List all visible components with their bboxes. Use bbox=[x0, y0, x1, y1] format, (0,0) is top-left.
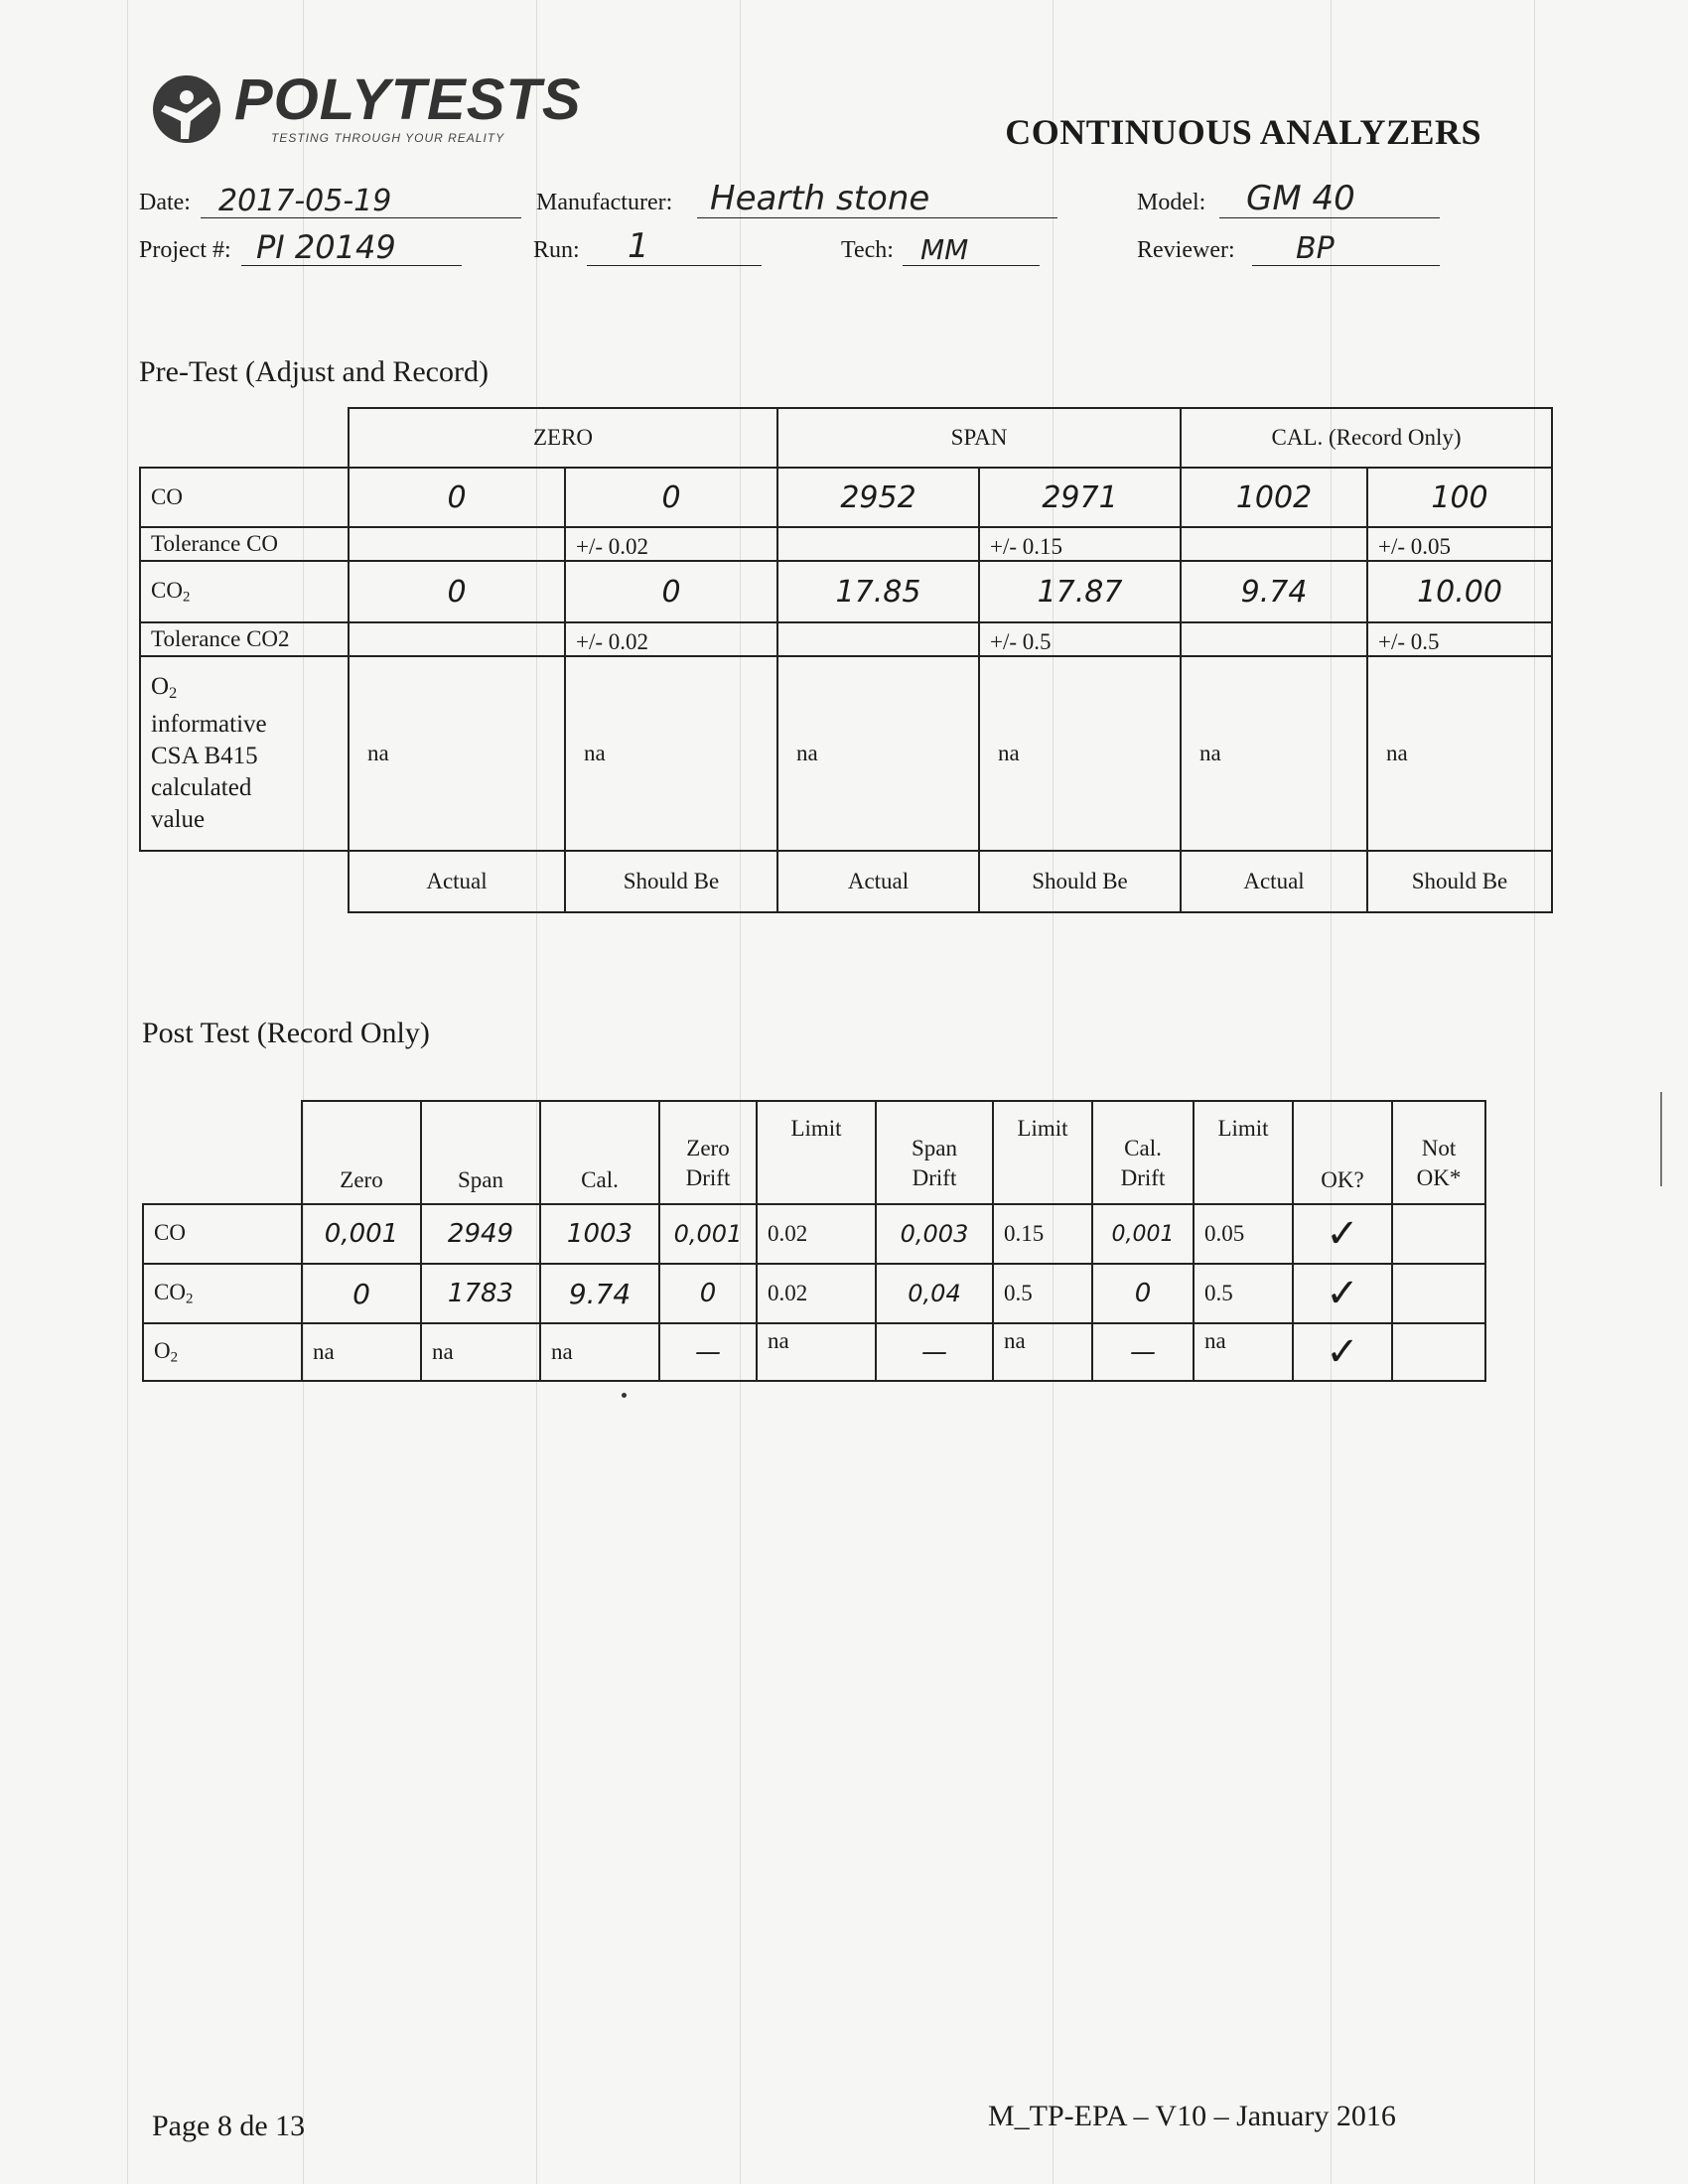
co-zero-actual: 0 bbox=[349, 468, 565, 527]
o2-cal-should: na bbox=[1367, 656, 1552, 851]
tol-co2-cell bbox=[349, 622, 565, 656]
o2-desc-line: CSA B415 bbox=[151, 743, 258, 770]
hdr-ok: OK? bbox=[1293, 1101, 1392, 1204]
hdr-span-drift-line1: Span bbox=[912, 1136, 957, 1160]
tol-co-cell bbox=[1181, 527, 1367, 561]
post-row-label-text: O bbox=[154, 1337, 171, 1363]
group-header-cal: CAL. (Record Only) bbox=[1181, 408, 1552, 468]
o2-span-should: na bbox=[979, 656, 1181, 851]
post-co-zero-drift: 0,001 bbox=[659, 1204, 757, 1264]
co-zero-should: 0 bbox=[565, 468, 777, 527]
hdr-not-ok-line1: Not bbox=[1421, 1136, 1457, 1160]
group-header-zero: ZERO bbox=[349, 408, 777, 468]
post-o2-cal-drift: — bbox=[1092, 1323, 1194, 1381]
post-co-limit2: 0.15 bbox=[993, 1204, 1092, 1264]
hdr-zero: Zero bbox=[302, 1101, 421, 1204]
manufacturer-value: Hearth stone bbox=[710, 179, 930, 218]
post-co2-ok: ✓ bbox=[1293, 1264, 1392, 1323]
model-field bbox=[1137, 179, 1440, 218]
col-label-should-be: Should Be bbox=[565, 851, 777, 912]
project-label: Project #: bbox=[139, 237, 231, 263]
post-co-not-ok bbox=[1392, 1204, 1485, 1264]
company-tagline: TESTING THROUGH YOUR REALITY bbox=[271, 131, 505, 145]
post-o2-ok: ✓ bbox=[1293, 1323, 1392, 1381]
post-co2-not-ok bbox=[1392, 1264, 1485, 1323]
post-co2-limit3: 0.5 bbox=[1194, 1264, 1293, 1323]
date-label: Date: bbox=[139, 190, 191, 215]
model-value: GM 40 bbox=[1246, 179, 1355, 218]
posttest-row-o2 bbox=[143, 1323, 1485, 1381]
o2-zero-should: na bbox=[565, 656, 777, 851]
tech-label: Tech: bbox=[841, 237, 894, 263]
pretest-title: Pre-Test (Adjust and Record) bbox=[139, 355, 489, 388]
posttest-row-co bbox=[143, 1204, 1485, 1264]
post-co-limit1: 0.02 bbox=[757, 1204, 876, 1264]
o2-label bbox=[151, 671, 338, 709]
post-co2-limit1: 0.02 bbox=[757, 1264, 876, 1323]
post-o2-zero: na bbox=[302, 1323, 421, 1381]
post-row-label bbox=[143, 1323, 302, 1381]
post-o2-not-ok bbox=[1392, 1323, 1485, 1381]
post-o2-limit3: na bbox=[1194, 1323, 1293, 1381]
post-co-cal: 1003 bbox=[540, 1204, 659, 1264]
document-id: M_TP-EPA – V10 – January 2016 bbox=[988, 2100, 1396, 2132]
post-co2-span: 1783 bbox=[421, 1264, 540, 1323]
post-row-label-text: CO bbox=[154, 1279, 186, 1304]
o2-label-sub: 2 bbox=[169, 684, 178, 703]
ink-dot bbox=[622, 1393, 627, 1398]
posttest-title: Post Test (Record Only) bbox=[142, 1017, 430, 1049]
hdr-not-ok bbox=[1392, 1101, 1485, 1204]
row-co bbox=[140, 468, 1552, 527]
post-co2-zero-drift: 0 bbox=[659, 1264, 757, 1323]
tol-co-zero: +/- 0.02 bbox=[565, 527, 777, 561]
post-row-label bbox=[143, 1204, 302, 1264]
row-tolerance-co2 bbox=[140, 622, 1552, 656]
co2-cal-actual: 9.74 bbox=[1181, 561, 1367, 622]
hdr-not-ok-line2: OK* bbox=[1416, 1165, 1462, 1190]
co2-cal-should: 10.00 bbox=[1367, 561, 1552, 622]
co2-label-text: CO bbox=[151, 577, 183, 603]
hdr-span-drift-line2: Drift bbox=[912, 1165, 957, 1190]
reviewer-label: Reviewer: bbox=[1137, 237, 1235, 263]
row-label-tolerance-co: Tolerance CO bbox=[140, 527, 349, 561]
tol-co-cell bbox=[777, 527, 979, 561]
tol-co2-cell bbox=[777, 622, 979, 656]
o2-span-actual: na bbox=[777, 656, 979, 851]
post-co2-limit2: 0.5 bbox=[993, 1264, 1092, 1323]
hdr-cal: Cal. bbox=[540, 1101, 659, 1204]
pretest-table bbox=[139, 407, 1553, 913]
post-co-span: 2949 bbox=[421, 1204, 540, 1264]
post-co2-cal: 9.74 bbox=[540, 1264, 659, 1323]
post-row-label-sub: 2 bbox=[185, 1291, 194, 1307]
post-co-cal-drift: 0,001 bbox=[1092, 1204, 1194, 1264]
hdr-span: Span bbox=[421, 1101, 540, 1204]
tol-co-cell bbox=[349, 527, 565, 561]
post-o2-span-drift: — bbox=[876, 1323, 993, 1381]
company-logo bbox=[147, 68, 584, 147]
row-o2 bbox=[140, 656, 1552, 851]
date-value: 2017-05-19 bbox=[218, 184, 392, 218]
row-label-tolerance-co2: Tolerance CO2 bbox=[140, 622, 349, 656]
col-label-actual: Actual bbox=[349, 851, 565, 912]
row-label-o2 bbox=[140, 656, 349, 851]
col-label-should-be: Should Be bbox=[979, 851, 1181, 912]
tol-co-span: +/- 0.15 bbox=[979, 527, 1181, 561]
post-row-label-sub: 2 bbox=[170, 1349, 179, 1366]
col-label-actual: Actual bbox=[777, 851, 979, 912]
row-column-labels bbox=[140, 851, 1552, 912]
post-row-label-text: CO bbox=[154, 1219, 186, 1245]
tol-co2-span: +/- 0.5 bbox=[979, 622, 1181, 656]
manufacturer-field bbox=[536, 179, 1057, 218]
posttest-table bbox=[142, 1100, 1486, 1382]
run-label: Run: bbox=[533, 237, 580, 263]
run-value: 1 bbox=[628, 226, 649, 266]
co-span-should: 2971 bbox=[979, 468, 1181, 527]
page-number: Page 8 de 13 bbox=[152, 2110, 306, 2142]
document-title: CONTINUOUS ANALYZERS bbox=[1005, 112, 1481, 152]
group-header-span: SPAN bbox=[777, 408, 1181, 468]
post-co-limit3: 0.05 bbox=[1194, 1204, 1293, 1264]
hdr-cal-drift-line2: Drift bbox=[1120, 1165, 1166, 1190]
o2-desc-line: value bbox=[151, 806, 206, 834]
project-field bbox=[139, 226, 462, 266]
tol-co-cal: +/- 0.05 bbox=[1367, 527, 1552, 561]
post-co2-cal-drift: 0 bbox=[1092, 1264, 1194, 1323]
post-o2-limit1: na bbox=[757, 1323, 876, 1381]
hdr-limit: Limit bbox=[757, 1101, 876, 1204]
tech-field bbox=[841, 226, 1040, 266]
co2-zero-should: 0 bbox=[565, 561, 777, 622]
tol-co2-cell bbox=[1181, 622, 1367, 656]
co-cal-actual: 1002 bbox=[1181, 468, 1367, 527]
tech-value: MM bbox=[920, 233, 969, 266]
hdr-zero-drift-line1: Zero bbox=[686, 1136, 730, 1160]
col-label-actual: Actual bbox=[1181, 851, 1367, 912]
manufacturer-label: Manufacturer: bbox=[536, 190, 673, 215]
co-span-actual: 2952 bbox=[777, 468, 979, 527]
project-value: PI 20149 bbox=[256, 228, 396, 266]
post-co-ok: ✓ bbox=[1293, 1204, 1392, 1264]
post-co-span-drift: 0,003 bbox=[876, 1204, 993, 1264]
reviewer-value: BP bbox=[1296, 231, 1335, 266]
row-label-co2 bbox=[140, 561, 349, 622]
co2-zero-actual: 0 bbox=[349, 561, 565, 622]
co2-label-sub: 2 bbox=[182, 589, 191, 606]
post-co2-span-drift: 0,04 bbox=[876, 1264, 993, 1323]
o2-desc-line: calculated bbox=[151, 774, 252, 802]
o2-zero-actual: na bbox=[349, 656, 565, 851]
company-name: POLYTESTS bbox=[234, 68, 582, 132]
co2-span-actual: 17.85 bbox=[777, 561, 979, 622]
logo-mark-icon bbox=[147, 68, 226, 147]
posttest-row-co2 bbox=[143, 1264, 1485, 1323]
row-label-co: CO bbox=[140, 468, 349, 527]
scan-mark bbox=[1660, 1092, 1662, 1186]
post-o2-span: na bbox=[421, 1323, 540, 1381]
co-cal-should: 100 bbox=[1367, 468, 1552, 527]
model-label: Model: bbox=[1137, 190, 1206, 215]
run-field bbox=[533, 226, 762, 266]
date-field bbox=[139, 179, 521, 218]
row-co2 bbox=[140, 561, 1552, 622]
post-row-label bbox=[143, 1264, 302, 1323]
tol-co2-zero: +/- 0.02 bbox=[565, 622, 777, 656]
hdr-cal-drift-line1: Cal. bbox=[1124, 1136, 1162, 1160]
post-o2-cal: na bbox=[540, 1323, 659, 1381]
col-label-should-be: Should Be bbox=[1367, 851, 1552, 912]
row-tolerance-co bbox=[140, 527, 1552, 561]
o2-desc-line: informative bbox=[151, 711, 267, 739]
tol-co2-cal: +/- 0.5 bbox=[1367, 622, 1552, 656]
post-co2-zero: 0 bbox=[302, 1264, 421, 1323]
post-o2-zero-drift: — bbox=[659, 1323, 757, 1381]
post-o2-limit2: na bbox=[993, 1323, 1092, 1381]
hdr-span-drift bbox=[876, 1101, 993, 1204]
o2-label-text: O bbox=[151, 672, 170, 700]
hdr-cal-drift bbox=[1092, 1101, 1194, 1204]
hdr-zero-drift bbox=[659, 1101, 757, 1204]
co2-span-should: 17.87 bbox=[979, 561, 1181, 622]
hdr-zero-drift-line2: Drift bbox=[685, 1165, 731, 1190]
reviewer-field bbox=[1137, 226, 1440, 266]
posttest-header-row bbox=[143, 1101, 1485, 1204]
hdr-limit: Limit bbox=[993, 1101, 1092, 1204]
o2-cal-actual: na bbox=[1181, 656, 1367, 851]
hdr-limit: Limit bbox=[1194, 1101, 1293, 1204]
post-co-zero: 0,001 bbox=[302, 1204, 421, 1264]
